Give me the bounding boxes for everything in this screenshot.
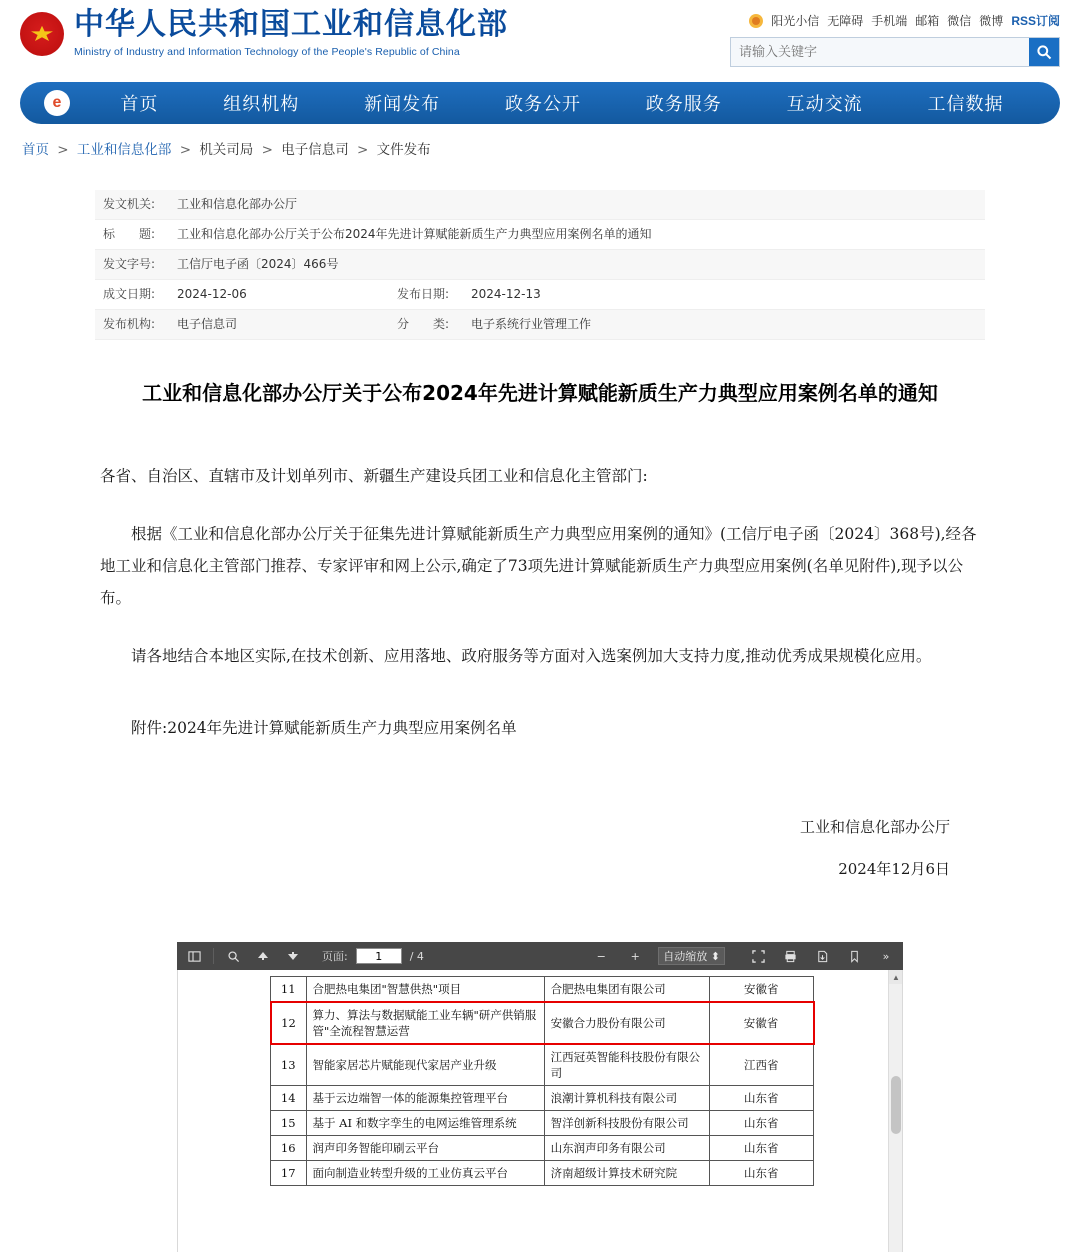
meta-value-publish-org: 电子信息司 bbox=[177, 317, 238, 331]
cell-index: 13 bbox=[271, 1044, 307, 1086]
scrollbar-thumb[interactable] bbox=[891, 1076, 901, 1134]
next-page-icon[interactable] bbox=[282, 946, 304, 966]
meta-value-category: 电子系统行业管理工作 bbox=[471, 317, 592, 331]
pdf-left-gutter bbox=[178, 970, 196, 1252]
cell-organization: 安徽合力股份有限公司 bbox=[544, 1002, 709, 1044]
chevron-down-icon: ⬍ bbox=[710, 950, 720, 963]
signature-date: 2024年12月6日 bbox=[838, 860, 950, 878]
cell-index: 11 bbox=[271, 977, 307, 1003]
cell-organization: 智洋创新科技股份有限公司 bbox=[544, 1111, 709, 1136]
ministry-title-cn: 中华人民共和国工业和信息化部 bbox=[74, 7, 508, 42]
table-row bbox=[271, 977, 814, 1003]
bookmark-icon[interactable] bbox=[843, 946, 865, 966]
cell-province: 安徽省 bbox=[709, 977, 813, 1003]
scroll-up-icon[interactable]: ▲ bbox=[889, 970, 903, 984]
quicklink-accessibility[interactable]: 无障碍 bbox=[827, 14, 864, 28]
cell-organization: 山东润声印务有限公司 bbox=[544, 1136, 709, 1161]
site-logo[interactable] bbox=[20, 8, 508, 58]
sun-icon bbox=[749, 14, 763, 28]
quicklink-sunshine[interactable]: 阳光小信 bbox=[771, 14, 820, 28]
meta-label-docnumber: 发文字号: bbox=[103, 257, 156, 271]
sidebar-toggle-icon[interactable] bbox=[183, 946, 205, 966]
table-row bbox=[271, 1086, 814, 1111]
cell-organization: 合肥热电集团有限公司 bbox=[544, 977, 709, 1003]
cell-case-name: 润声印务智能印刷云平台 bbox=[306, 1136, 544, 1161]
meta-row bbox=[95, 220, 985, 250]
article-attachment[interactable]: 附件:2024年先进计算赋能新质生产力典型应用案例名单 bbox=[131, 719, 517, 737]
cell-case-name: 基于云边端智一体的能源集控管理平台 bbox=[306, 1086, 544, 1111]
print-icon[interactable] bbox=[779, 946, 801, 966]
breadcrumb-item-electronics[interactable]: 电子信息司 bbox=[281, 142, 349, 158]
table-row bbox=[271, 1044, 814, 1086]
breadcrumb-item-departments[interactable]: 机关司局 bbox=[199, 142, 254, 158]
cell-index: 16 bbox=[271, 1136, 307, 1161]
cell-case-name: 面向制造业转型升级的工业仿真云平台 bbox=[306, 1161, 544, 1186]
breadcrumb-item-home[interactable]: 首页 bbox=[22, 142, 49, 158]
quick-links bbox=[730, 12, 1060, 29]
table-row bbox=[271, 1111, 814, 1136]
document-meta bbox=[95, 190, 985, 340]
zoom-select-value: 自动缩放 bbox=[663, 950, 708, 963]
breadcrumb-separator: > bbox=[57, 142, 69, 158]
breadcrumb-separator: > bbox=[261, 142, 273, 158]
zoom-in-icon[interactable]: + bbox=[630, 949, 640, 963]
meta-value-publish-date: 2024-12-13 bbox=[471, 287, 541, 301]
meta-label-issuer: 发文机关: bbox=[103, 197, 156, 211]
case-list-body bbox=[271, 977, 814, 1186]
more-tools-icon[interactable]: » bbox=[882, 949, 890, 963]
meta-value-title: 工业和信息化部办公厅关于公布2024年先进计算赋能新质生产力典型应用案例名单的通知 bbox=[177, 227, 652, 241]
cell-case-name: 算力、算法与数据赋能工业车辆"研产供销服管"全流程智慧运营 bbox=[306, 1002, 544, 1044]
page-title: 工业和信息化部办公厅关于公布2024年先进计算赋能新质生产力典型应用案例名单的通知 bbox=[142, 381, 938, 405]
search-icon[interactable] bbox=[222, 946, 244, 966]
zoom-out-icon[interactable]: − bbox=[596, 949, 606, 963]
cell-province: 安徽省 bbox=[709, 1002, 813, 1044]
cell-province: 山东省 bbox=[709, 1161, 813, 1186]
breadcrumb bbox=[22, 138, 1080, 158]
meta-label-publish-org: 发布机构: bbox=[103, 317, 156, 331]
presentation-mode-icon[interactable] bbox=[747, 946, 769, 966]
cell-organization: 浪潮计算机科技有限公司 bbox=[544, 1086, 709, 1111]
table-row bbox=[271, 1161, 814, 1186]
cell-province: 山东省 bbox=[709, 1111, 813, 1136]
meta-value-docnumber: 工信厅电子函〔2024〕466号 bbox=[177, 257, 339, 271]
article-paragraph-1: 根据《工业和信息化部办公厅关于征集先进计算赋能新质生产力典型应用案例的通知》(工信厅电子函〔2024〕368号),经各地工业和信息化主管部门推荐、专家评审和网上公示,确定了73项先进计算赋能新质生产力典型应用案例(名单见附件),现予以公布。 bbox=[100, 525, 977, 607]
case-list-table bbox=[270, 976, 815, 1186]
pdf-viewer bbox=[177, 942, 903, 1252]
site-header bbox=[0, 0, 1080, 78]
breadcrumb-item-ministry[interactable]: 工业和信息化部 bbox=[76, 142, 172, 158]
nav-item-organization[interactable]: 组织机构 bbox=[223, 94, 300, 115]
meta-label-publish-date: 发布日期: bbox=[397, 287, 450, 301]
cell-case-name: 智能家居芯片赋能现代家居产业升级 bbox=[306, 1044, 544, 1086]
cell-case-name: 合肥热电集团"智慧供热"项目 bbox=[306, 977, 544, 1003]
nav-item-home[interactable]: 首页 bbox=[120, 94, 159, 115]
meta-row bbox=[95, 280, 985, 310]
quicklink-mobile[interactable]: 手机端 bbox=[871, 14, 908, 28]
zoom-select[interactable] bbox=[658, 947, 725, 965]
main-nav bbox=[20, 82, 1060, 124]
pdf-scrollbar[interactable] bbox=[888, 970, 902, 1252]
article-body bbox=[100, 460, 980, 744]
meta-label-category: 分 类: bbox=[397, 317, 450, 331]
article-salutation: 各省、自治区、直辖市及计划单列市、新疆生产建设兵团工业和信息化主管部门: bbox=[100, 467, 648, 485]
quicklink-rss[interactable]: RSS订阅 bbox=[1011, 14, 1060, 28]
previous-page-icon[interactable] bbox=[252, 946, 274, 966]
zoom-controls bbox=[590, 946, 725, 966]
meta-row bbox=[95, 310, 985, 340]
nav-item-news[interactable]: 新闻发布 bbox=[364, 94, 441, 115]
search-input[interactable] bbox=[731, 38, 1029, 66]
meta-row bbox=[95, 190, 985, 220]
meta-label-written-date: 成文日期: bbox=[103, 287, 156, 301]
page-total-label: / 4 bbox=[409, 949, 424, 963]
page-label: 页面: bbox=[322, 950, 348, 963]
cell-case-name: 基于 AI 和数字孪生的电网运维管理系统 bbox=[306, 1111, 544, 1136]
cell-organization: 济南超级计算技术研究院 bbox=[544, 1161, 709, 1186]
quicklink-mail[interactable]: 邮箱 bbox=[915, 14, 940, 28]
signature-org: 工业和信息化部办公厅 bbox=[799, 818, 950, 836]
cell-organization: 江西冠英智能科技股份有限公司 bbox=[544, 1044, 709, 1086]
quicklink-weibo[interactable]: 微博 bbox=[979, 14, 1004, 28]
cell-province: 山东省 bbox=[709, 1086, 813, 1111]
meta-label-title: 标 题: bbox=[103, 227, 156, 241]
quicklink-wechat[interactable]: 微信 bbox=[947, 14, 972, 28]
cell-province: 江西省 bbox=[709, 1044, 813, 1086]
meta-row bbox=[95, 250, 985, 280]
toolbar-right-group bbox=[747, 946, 897, 966]
search-bar bbox=[730, 37, 1060, 67]
meta-value-issuer: 工业和信息化部办公厅 bbox=[177, 197, 298, 211]
search-button[interactable] bbox=[1029, 38, 1059, 66]
breadcrumb-separator: > bbox=[357, 142, 369, 158]
nav-items bbox=[88, 90, 1036, 116]
national-emblem-icon bbox=[20, 12, 64, 56]
ministry-title-en: Ministry of Industry and Information Technology of the People's Republic of China bbox=[74, 45, 460, 58]
toolbar-divider bbox=[213, 948, 214, 964]
pdf-page-canvas bbox=[177, 970, 903, 1252]
pdf-page-content bbox=[196, 970, 888, 1252]
cell-index: 17 bbox=[271, 1161, 307, 1186]
nav-item-interaction[interactable]: 互动交流 bbox=[786, 94, 863, 115]
search-icon bbox=[1036, 44, 1052, 60]
nav-item-government-disclosure[interactable]: 政务公开 bbox=[504, 94, 581, 115]
article-signature-block bbox=[100, 806, 980, 890]
article-paragraph-2: 请各地结合本地区实际,在技术创新、应用落地、政府服务等方面对入选案例加大支持力度,推动优秀成果规模化应用。 bbox=[131, 647, 932, 665]
cell-index: 14 bbox=[271, 1086, 307, 1111]
meta-value-written-date: 2024-12-06 bbox=[177, 287, 247, 301]
table-row-highlighted bbox=[271, 1002, 814, 1044]
nav-logo-icon[interactable]: e bbox=[44, 90, 70, 116]
cell-index: 12 bbox=[271, 1002, 307, 1044]
breadcrumb-separator: > bbox=[179, 142, 192, 158]
cell-province: 山东省 bbox=[709, 1136, 813, 1161]
download-icon[interactable] bbox=[811, 946, 833, 966]
breadcrumb-item-current: 文件发布 bbox=[376, 142, 431, 158]
nav-item-government-services[interactable]: 政务服务 bbox=[645, 94, 722, 115]
cell-index: 15 bbox=[271, 1111, 307, 1136]
page-number-input[interactable] bbox=[356, 948, 402, 964]
table-row bbox=[271, 1136, 814, 1161]
nav-item-data[interactable]: 工信数据 bbox=[927, 94, 1004, 115]
header-right bbox=[730, 8, 1060, 67]
pdf-toolbar bbox=[177, 942, 903, 970]
